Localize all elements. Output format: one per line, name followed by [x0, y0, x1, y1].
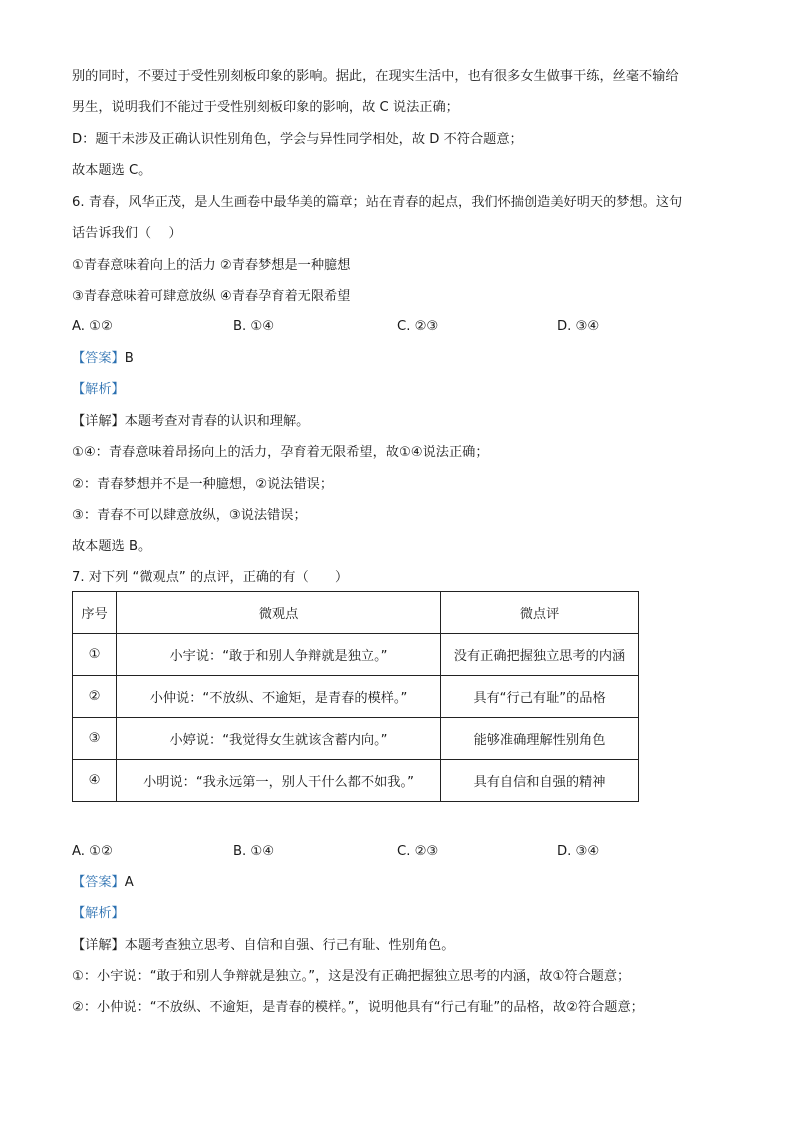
q7-option-d: D. ③④ [557, 844, 600, 859]
q6-option-a: A. ①② [72, 319, 113, 334]
q6-answer-tag: 【答案】 [72, 351, 125, 366]
q7-answer-value: A [124, 875, 134, 890]
q6-option-d: D. ③④ [557, 319, 600, 334]
q7-option-c: C. ②③ [397, 844, 439, 859]
cell-index: ④ [73, 760, 117, 802]
q7-detail-tag: 【详解】 [72, 938, 125, 953]
header-index: 序号 [73, 592, 117, 634]
q7-analysis-tag-text: 【解析】 [72, 906, 125, 921]
prev-explanation-line-1: 别的同时，不要过于受性别刻板印象的影响。据此，在现实生活中，也有很多女生做事干练，丝毫不输给 [72, 69, 679, 84]
q6-stem-line-1: 6. 青春，风华正茂，是人生画卷中最华美的篇章；站在青春的起点，我们怀揣创造美好明天的梦想。这句 [72, 195, 683, 210]
q6-items-line-1: ①青春意味着向上的活力 ②青春梦想是一种臆想 [72, 258, 351, 273]
prev-conclusion: 故本题选 C。 [72, 163, 152, 178]
q6-answer-value: B [124, 351, 134, 366]
q6-explanation-1: ①④：青春意味着昂扬向上的活力，孕育着无限希望，故①④说法正确； [72, 445, 489, 460]
q7-detail [72, 936, 454, 956]
cell-index: ① [73, 634, 117, 676]
table-row [73, 760, 639, 802]
prev-explanation-line-2: 男生，说明我们不能过于受性别刻板印象的影响，故 C 说法正确； [72, 100, 459, 115]
q7-explanation-1: ①：小宇说：“敢于和别人争辩就是独立。”，这是没有正确把握独立思考的内涵，故①符合题意； [72, 969, 631, 984]
q7-answer [72, 873, 134, 893]
cell-comment: 具有自信和自强的精神 [441, 760, 639, 802]
q7-detail-text: 本题考查独立思考、自信和自强、行己有耻、性别角色。 [124, 938, 455, 953]
q7-analysis-tag [72, 904, 125, 924]
q6-detail [72, 412, 309, 432]
table-row [73, 718, 639, 760]
table-header-row [73, 592, 639, 634]
table-row [73, 634, 639, 676]
q7-option-a: A. ①② [72, 844, 113, 859]
q6-answer [72, 349, 134, 369]
q7-option-b: B. ①④ [233, 844, 275, 859]
cell-index: ③ [73, 718, 117, 760]
table-row [73, 676, 639, 718]
cell-viewpoint: 小仲说：“不放纵、不逾矩，是青春的模样。” [117, 676, 441, 718]
q6-stem-line-2: 话告诉我们（ ） [72, 226, 182, 241]
q6-analysis-tag-text: 【解析】 [72, 382, 125, 397]
q7-answer-tag: 【答案】 [72, 875, 125, 890]
q6-explanation-3: ③：青春不可以肆意放纵，③说法错误； [72, 508, 307, 523]
q7-table [72, 591, 639, 802]
q6-detail-tag: 【详解】 [72, 414, 125, 429]
q6-detail-text: 本题考查对青春的认识和理解。 [124, 414, 310, 429]
cell-comment: 没有正确把握独立思考的内涵 [441, 634, 639, 676]
q7-stem: 7. 对下列 “微观点” 的点评，正确的有（ ） [72, 570, 349, 585]
q6-conclusion: 故本题选 B。 [72, 539, 152, 554]
q6-explanation-2: ②：青春梦想并不是一种臆想，②说法错误； [72, 477, 334, 492]
q6-items-line-2: ③青春意味着可肆意放纵 ④青春孕育着无限希望 [72, 289, 351, 304]
cell-comment: 能够准确理解性别角色 [441, 718, 639, 760]
cell-viewpoint: 小宇说：“敢于和别人争辩就是独立。” [117, 634, 441, 676]
cell-index: ② [73, 676, 117, 718]
q6-option-b: B. ①④ [233, 319, 275, 334]
cell-comment: 具有“行己有耻”的品格 [441, 676, 639, 718]
header-viewpoint: 微观点 [117, 592, 441, 634]
cell-viewpoint: 小明说：“我永远第一，别人干什么都不如我。” [117, 760, 441, 802]
cell-viewpoint: 小婷说：“我觉得女生就该含蓄内向。” [117, 718, 441, 760]
q6-option-c: C. ②③ [397, 319, 439, 334]
header-comment: 微点评 [441, 592, 639, 634]
prev-explanation-line-3: D：题干未涉及正确认识性别角色，学会与异性同学相处，故 D 不符合题意； [72, 132, 523, 147]
q7-explanation-2: ②：小仲说：“不放纵、不逾矩，是青春的模样。”，说明他具有“行己有耻”的品格，故②符合题意； [72, 1000, 644, 1015]
q6-analysis-tag [72, 380, 125, 400]
